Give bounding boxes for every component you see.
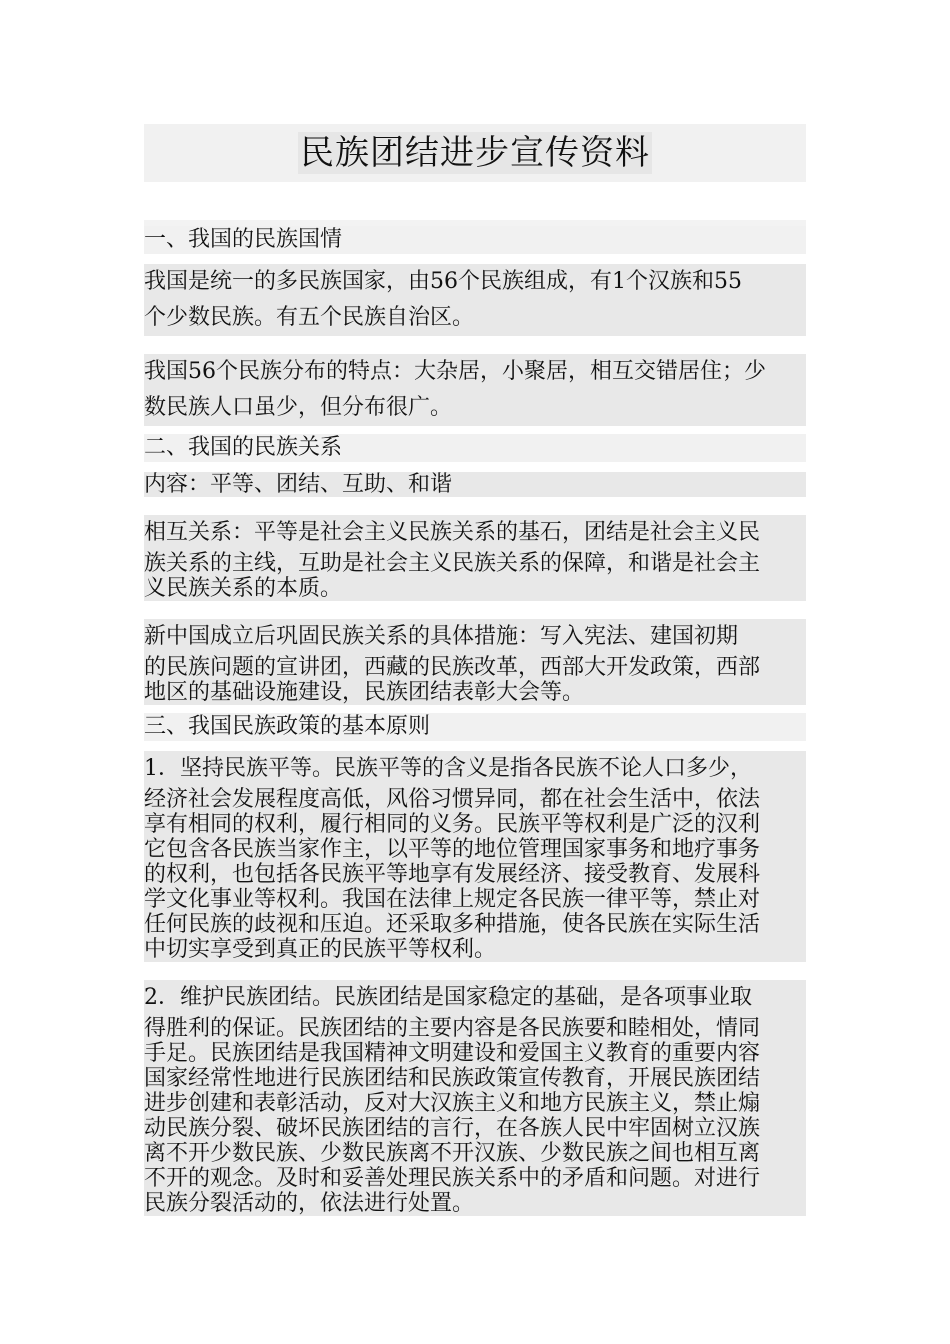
paragraph-spacer bbox=[144, 705, 806, 713]
paragraph-line: 经济社会发展程度高低，风俗习惯异同，都在社会生活中，依法 bbox=[144, 787, 806, 812]
paragraph-line: 手足。民族团结是我国精神文明建设和爱国主义教育的重要内容 bbox=[144, 1041, 806, 1066]
paragraph-line: 数民族人口虽少，但分布很广。 bbox=[144, 390, 806, 426]
paragraph bbox=[144, 264, 806, 336]
paragraph-spacer bbox=[144, 601, 806, 609]
paragraph-line: 它包含各民族当家作主，以平等的地位管理国家事务和地疗事务 bbox=[144, 837, 806, 862]
paragraph-line: 地区的基础设施建设，民族团结表彰大会等。 bbox=[144, 680, 806, 705]
paragraph-line: 族关系的主线，互助是社会主义民族关系的保障，和谐是社会主 bbox=[144, 551, 806, 576]
title-band bbox=[144, 124, 806, 182]
document-body bbox=[144, 226, 806, 1224]
paragraph-line: 义民族关系的本质。 bbox=[144, 576, 806, 601]
title-gap bbox=[144, 182, 806, 220]
paragraph-line: 2．维护民族团结。民族团结是国家稳定的基础，是各项事业取 bbox=[144, 980, 806, 1016]
paragraph bbox=[144, 980, 806, 1216]
paragraph-spacer bbox=[144, 426, 806, 434]
paragraph-line: 学文化事业等权利。我国在法律上规定各民族一律平等，禁止对 bbox=[144, 887, 806, 912]
paragraph-line: 内容：平等、团结、互助、和谐 bbox=[144, 472, 806, 497]
paragraph-line: 享有相同的权利，履行相同的义务。民族平等权利是广泛的汉利 bbox=[144, 812, 806, 837]
paragraph-spacer bbox=[144, 962, 806, 970]
paragraph-line: 我国是统一的多民族国家，由56个民族组成，有1个汉族和55 bbox=[144, 264, 806, 300]
paragraph-line: 新中国成立后巩固民族关系的具体措施：写入宪法、建国初期 bbox=[144, 619, 806, 655]
paragraph-line: 不开的观念。及时和妥善处理民族关系中的矛盾和问题。对进行 bbox=[144, 1166, 806, 1191]
paragraph-line: 动民族分裂、破坏民族团结的言行，在各族人民中牢固树立汉族 bbox=[144, 1116, 806, 1141]
paragraph bbox=[144, 472, 806, 497]
paragraph-spacer bbox=[144, 497, 806, 505]
paragraph bbox=[144, 354, 806, 426]
paragraph-line: 得胜利的保证。民族团结的主要内容是各民族要和睦相处，情同 bbox=[144, 1016, 806, 1041]
paragraph-line: 中切实享受到真正的民族平等权利。 bbox=[144, 937, 806, 962]
paragraph bbox=[144, 751, 806, 962]
paragraph bbox=[144, 619, 806, 705]
paragraph-spacer bbox=[144, 336, 806, 344]
paragraph-line: 离不开少数民族、少数民族离不开汉族、少数民族之间也相互离 bbox=[144, 1141, 806, 1166]
document-title: 民族团结进步宣传资料 bbox=[300, 133, 650, 173]
paragraph-line: 相互关系：平等是社会主义民族关系的基石，团结是社会主义民 bbox=[144, 515, 806, 551]
paragraph-line: 进步创建和表彰活动，反对大汉族主义和地方民族主义，禁止煽 bbox=[144, 1091, 806, 1116]
document-page bbox=[144, 124, 806, 1224]
paragraph-line: 国家经常性地进行民族团结和民族政策宣传教育，开展民族团结 bbox=[144, 1066, 806, 1091]
paragraph-line: 任何民族的歧视和压迫。还采取多种措施，使各民族在实际生活 bbox=[144, 912, 806, 937]
paragraph-line: 1．坚持民族平等。民族平等的含义是指各民族不论人口多少， bbox=[144, 751, 806, 787]
paragraph bbox=[144, 515, 806, 601]
section-heading: 一、我国的民族国情 bbox=[144, 226, 806, 254]
paragraph-line: 我国56个民族分布的特点：大杂居，小聚居，相互交错居住；少 bbox=[144, 354, 806, 390]
paragraph-line: 的民族问题的宣讲团，西藏的民族改革，西部大开发政策，西部 bbox=[144, 655, 806, 680]
section-heading: 二、我国的民族关系 bbox=[144, 434, 806, 462]
section-heading: 三、我国民族政策的基本原则 bbox=[144, 713, 806, 741]
paragraph-line: 民族分裂活动的，依法进行处置。 bbox=[144, 1191, 806, 1216]
paragraph-line: 个少数民族。有五个民族自治区。 bbox=[144, 300, 806, 336]
paragraph-spacer bbox=[144, 1216, 806, 1224]
paragraph-line: 的权利，也包括各民族平等地享有发展经济、接受教育、发展科 bbox=[144, 862, 806, 887]
